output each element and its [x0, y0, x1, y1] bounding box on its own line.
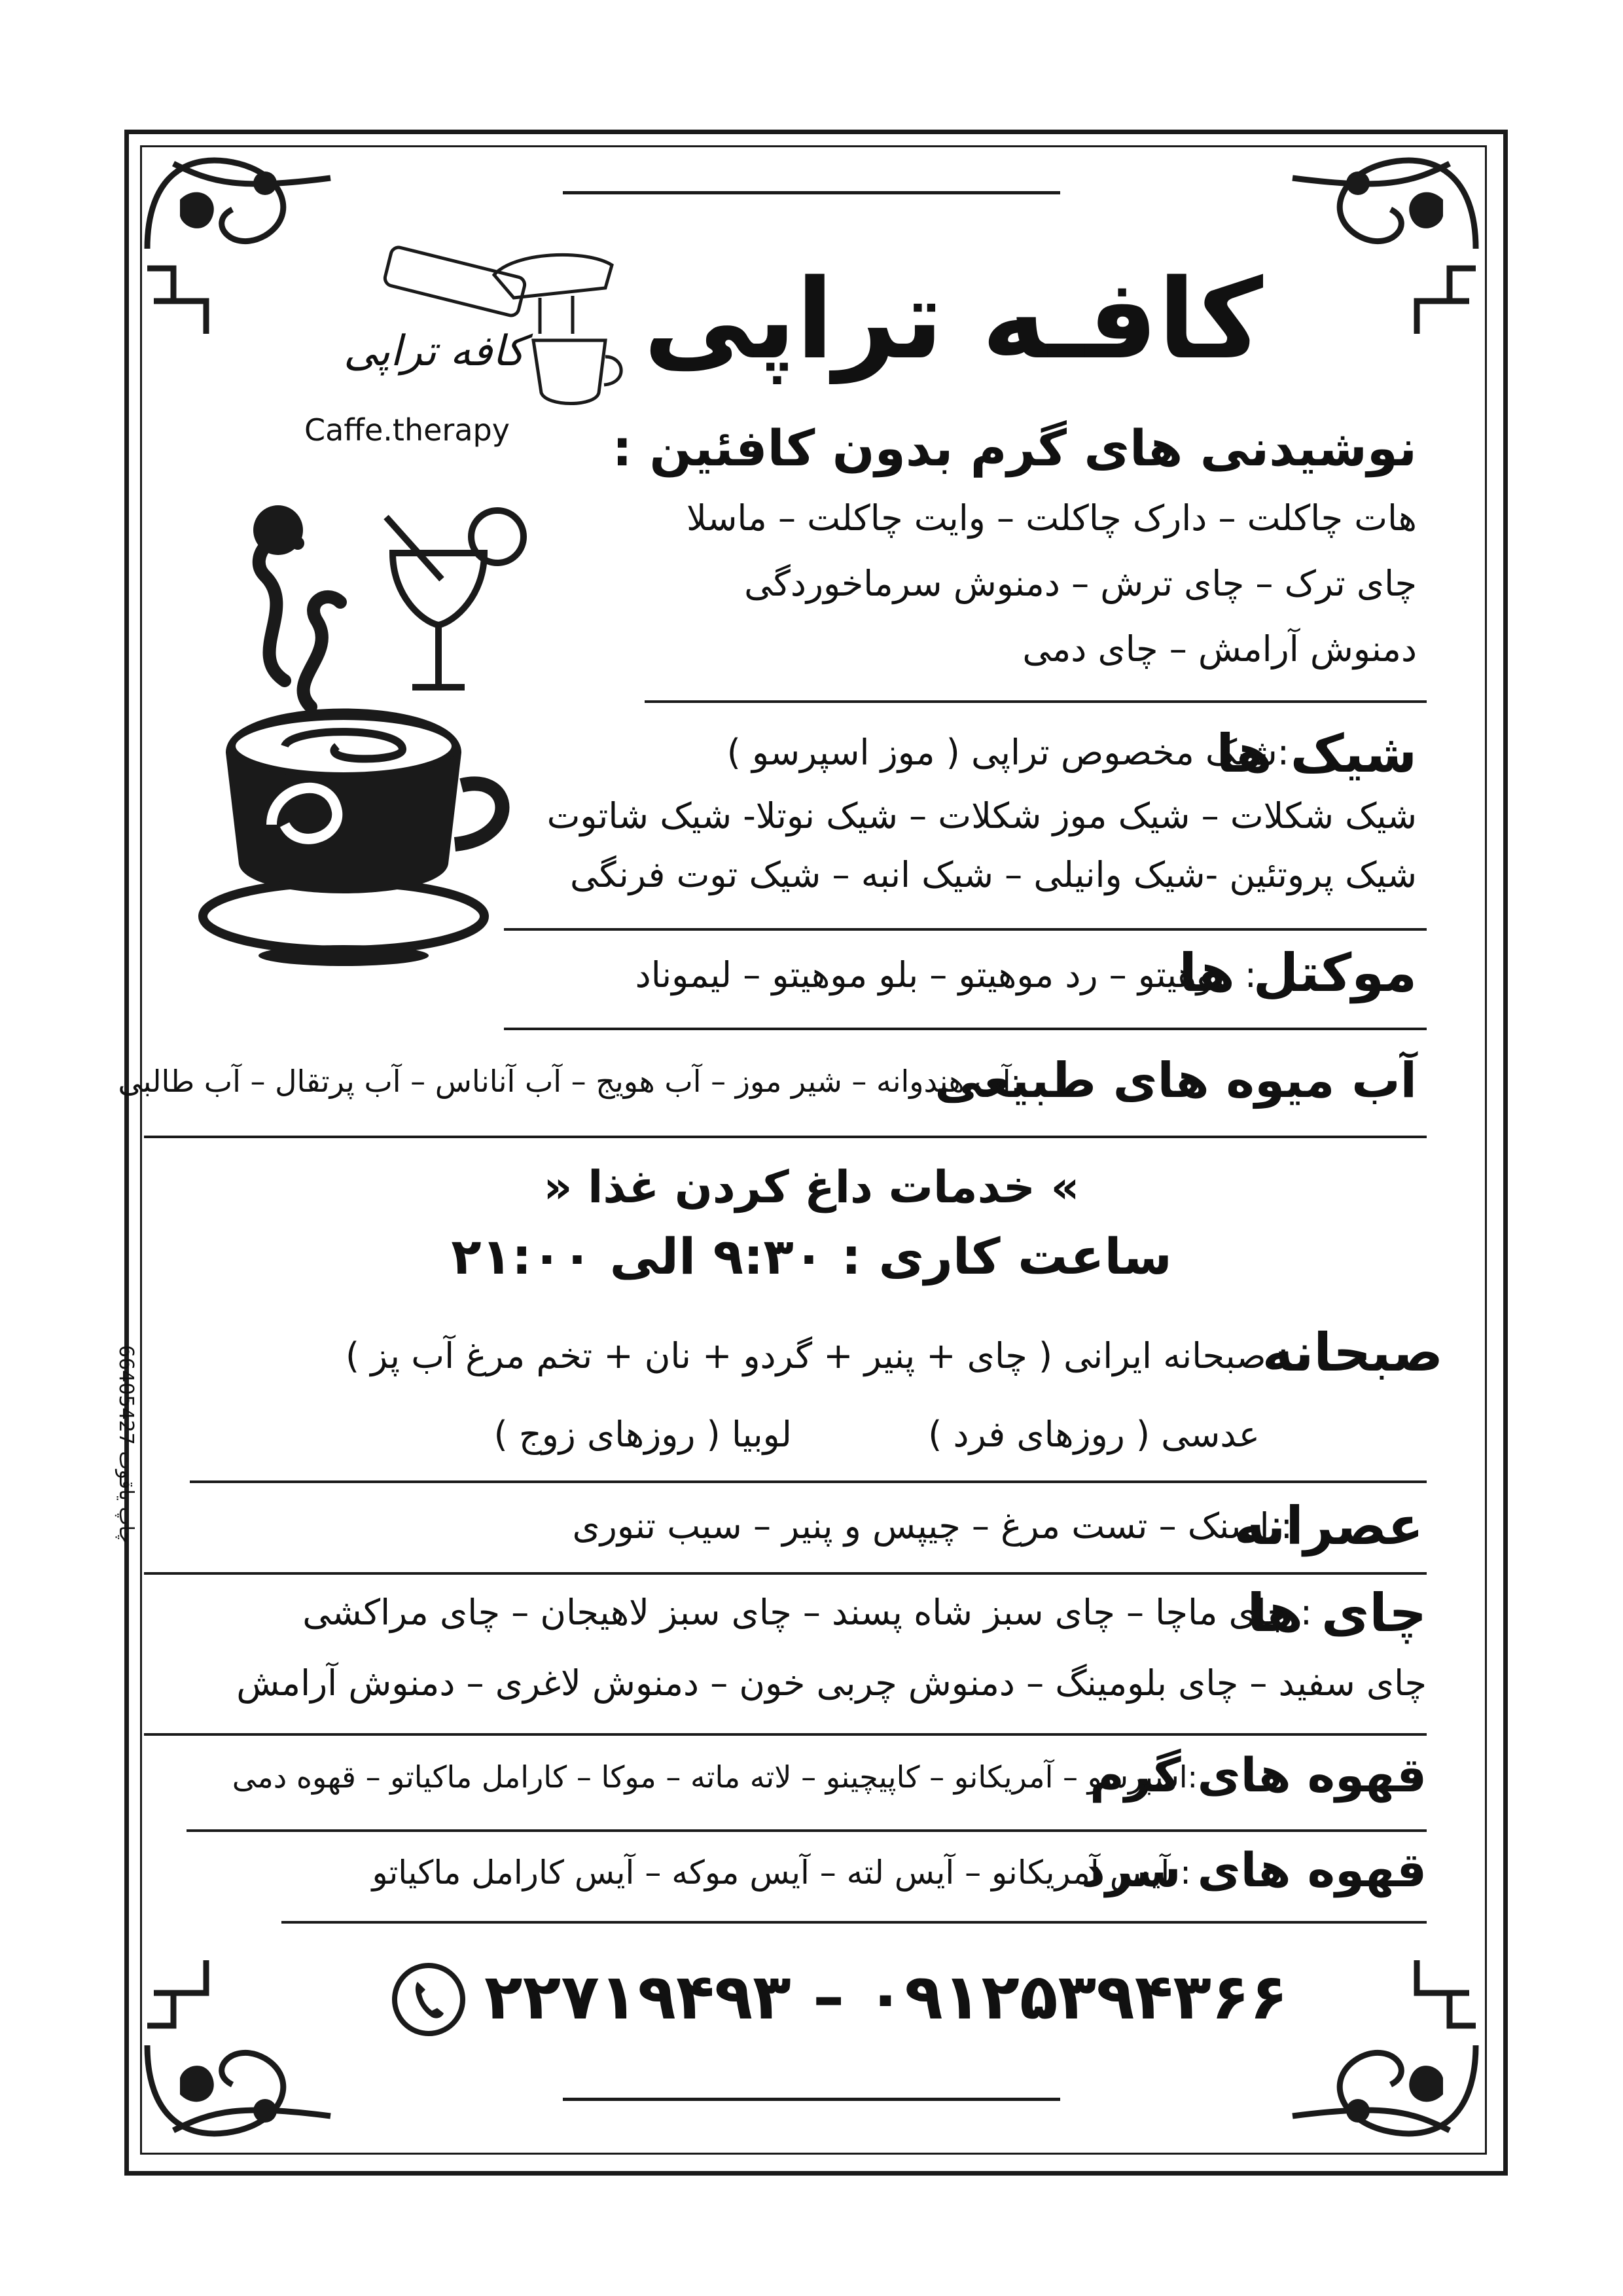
phone-numbers[interactable]: ۲۲۷۱۹۴۹۳ – ۰۹۱۲۵۳۹۴۳۶۶ — [484, 1960, 1289, 2034]
coffee-cup-cocktail-icon — [187, 497, 527, 995]
top-rule — [563, 191, 1060, 194]
shakes-special: :شیک مخصوص تراپی ( موز اسپرسو ) — [726, 732, 1289, 773]
breakfast-even-days: لوبیا ( روزهای زوج ) — [493, 1414, 792, 1455]
logo-script: کافه تراپی — [344, 327, 526, 376]
hours-until: الی — [609, 1227, 696, 1285]
page-title: کافـه تراپی — [643, 255, 1263, 384]
hours-close: ۲۱:۰۰ — [451, 1227, 593, 1285]
hot-coffee-items: :اسپرسو – آمریکانو – کاپیچینو – لاته ماته – موکا – کارامل ماکیاتو – قهوه دمی — [232, 1759, 1198, 1795]
afternoon-items: : اسنک – تست مرغ – چیپس و پنیر – سیب تنوری — [572, 1505, 1293, 1547]
mocktails-items: : موهیتو – رد موهیتو – بلو موهیتو – لیموناد — [635, 954, 1257, 996]
cafe-logo — [298, 236, 638, 458]
divider — [504, 928, 1427, 931]
hot-drinks-line-2: چای ترک – چای ترش – دمنوش سرماخوردگی — [744, 563, 1417, 604]
hot-drinks-line-1: هات چاکلت – دارک چاکلت – وایت چاکلت – ماسلا — [686, 497, 1417, 539]
divider — [144, 1572, 1427, 1575]
divider — [144, 1136, 1427, 1138]
hot-drinks-line-3: دمنوش آرامش – چای دمی — [1022, 628, 1417, 670]
divider — [281, 1921, 1427, 1924]
cold-coffee-heading: قهوه های سرد — [1081, 1842, 1427, 1897]
corner-ornament-bottom-left — [134, 1960, 350, 2157]
breakfast-odd-days: عدسی ( روزهای فرد ) — [928, 1414, 1260, 1455]
hours-open: ۹:۳۰ — [713, 1227, 825, 1285]
working-hours — [419, 1227, 1204, 1285]
hot-drinks-heading: نوشیدنی های گرم بدون کافئین : — [612, 419, 1417, 477]
divider — [645, 700, 1427, 703]
shakes-line-2: شیک پروتئین -شیک وانیلی – شیک انبه – شیک توت فرنگی — [569, 854, 1417, 895]
food-service-note: » خدمات داغ کردن غذا « — [543, 1162, 1080, 1213]
breakfast-heading: صبحانه — [1262, 1322, 1443, 1383]
mocktails-heading: موکتل ها — [1179, 942, 1417, 1003]
teas-line-2: چای سفید – چای بلومینگ – دمنوش چربی خون – دمنوش لاغری – دمنوش آرامش — [236, 1662, 1427, 1704]
hours-label: ساعت کاری : — [841, 1227, 1172, 1285]
teas-line-1: : چای ماچا – چای سبز شاه پسند – چای سبز لاهیجان – چای مراکشی — [302, 1592, 1312, 1633]
hot-coffee-heading: قهوه های گرم — [1090, 1748, 1427, 1803]
logo-handle: Caffe.therapy — [304, 412, 510, 448]
phone-icon — [386, 1957, 471, 2042]
afternoon-heading: عصرانه — [1234, 1496, 1423, 1556]
corner-ornament-bottom-right — [1273, 1960, 1489, 2157]
printer-code: چاپ یاقوت 66405427 — [115, 1345, 137, 1544]
bottom-rule — [563, 2098, 1060, 2101]
breakfast-line-1: : صبحانه ایرانی ( چای + پنیر + گردو + نان + تخم مرغ آب پز ) — [346, 1335, 1289, 1376]
juices-heading: آب میوه های طبیعی — [935, 1052, 1417, 1109]
divider — [187, 1829, 1427, 1832]
juices-items: :آب هندوانه – شیر موز – آب هویج – آب آناناس – آب پرتقال – آب طالبی — [118, 1064, 1021, 1099]
cold-coffee-items: : آیس آمریکانو – آیس لته – آیس موکه – آیس کارامل ماکیاتو — [372, 1854, 1191, 1892]
shakes-heading: شیک ها — [1216, 723, 1417, 784]
teas-heading: چای ها — [1247, 1583, 1427, 1643]
shakes-line-1: شیک شکلات – شیک موز شکلات – شیک نوتلا- شیک شاتوت — [546, 795, 1417, 836]
divider — [144, 1733, 1427, 1736]
corner-ornament-top-right — [1273, 137, 1489, 334]
phone-row — [386, 1957, 1289, 2042]
divider — [504, 1028, 1427, 1030]
divider — [190, 1480, 1427, 1483]
